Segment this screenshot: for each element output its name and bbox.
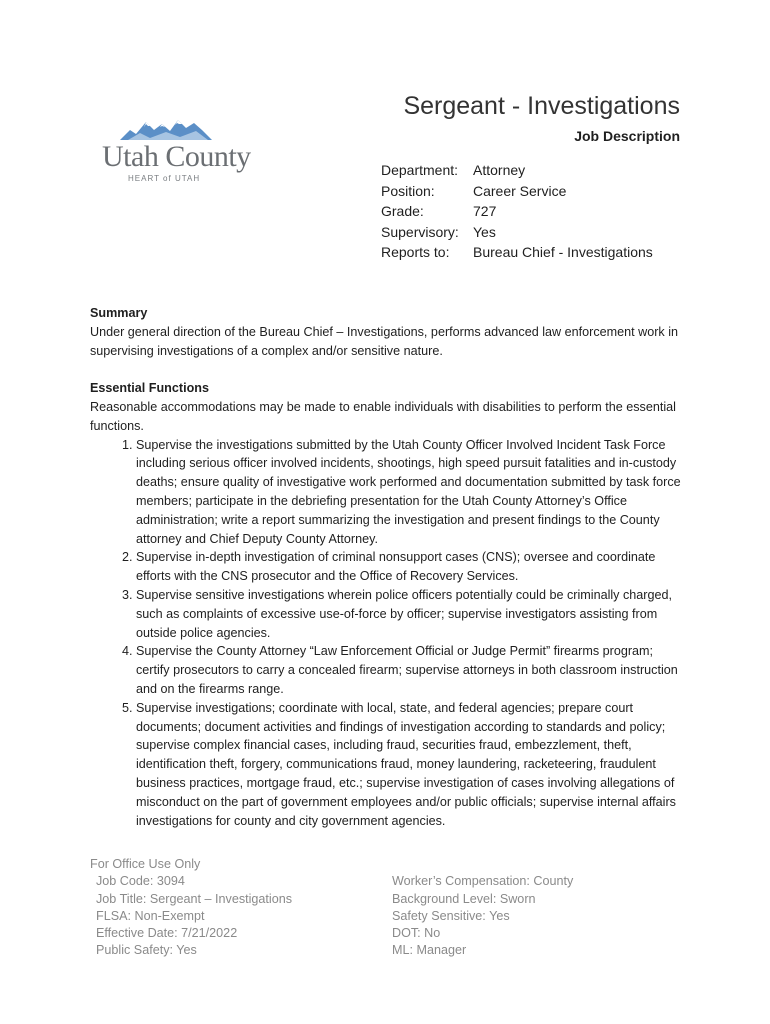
essential-functions-list: [90, 436, 690, 831]
list-item: 5. Supervise investigations; coordinate with local, state, and federal agencies; prepare court documents; document activities and findings of investigation according to standards and policy; supervise complex financial cases, including fraud, securities fraud, embezzlement, theft, identification theft, forgery, communications fraud, money laundering, racketeering, fraudulent business practices, mortgage fraud, etc.; supervise investigation of cases involving allegations of misconduct on the part of government employees and/or public officials; supervise internal affairs investigations for county and city government agencies.: [136, 699, 690, 831]
office-use-heading: For Office Use Only: [90, 857, 201, 871]
meta-row-position: Position: Career Service: [381, 182, 567, 199]
mountain-icon: [120, 118, 212, 140]
job-description-body: [90, 304, 690, 830]
list-item: 1. Supervise the investigations submitted by the Utah County Officer Involved Incident Task Force including serious officer involved incidents, shootings, high speed pursuit fatalities and in-custody deaths; ensure quality of investigative work performed and documentation submitted by task force members; participate in the debriefing presentation for the Utah County Attorney’s Office administration; write a report summarizing the investigation and present findings to the County attorney and Chief Deputy County Attorney.: [136, 436, 690, 549]
list-item: 4. Supervise the County Attorney “Law Enforcement Official or Judge Permit” firearms program; certify prosecutors to carry a concealed firearm; supervise attorneys in both classroom instruction and on the firearms range.: [136, 642, 690, 698]
office-use-section: [90, 856, 574, 958]
office-use-right-column: Worker’s Compensation: County Background Level: Sworn Safety Sensitive: Yes DOT: No ML: Manager: [392, 874, 574, 958]
job-meta: [381, 160, 653, 263]
list-item: 2. Supervise in-depth investigation of criminal nonsupport cases (CNS); oversee and coordinate efforts with the CNS prosecutor and the Office of Recovery Services.: [136, 548, 690, 586]
page-subtitle: Job Description: [574, 128, 680, 144]
page-title: Sergeant - Investigations: [403, 92, 680, 120]
essential-functions-intro: Reasonable accommodations may be made to enable individuals with disabilities to perform the essential functions.: [90, 399, 676, 433]
logo-name: Utah County: [102, 140, 251, 173]
essential-functions-heading: Essential Functions: [90, 381, 209, 396]
office-use-left-column: Job Code: 3094 Job Title: Sergeant – Investigations FLSA: Non-Exempt Effective Date: 7/21/2022 Public Safety: Yes: [96, 874, 293, 958]
meta-row-supervisory: Supervisory: Yes: [381, 223, 496, 240]
logo-tagline: HEART of UTAH: [128, 174, 201, 183]
meta-row-department: Department: Attorney: [381, 162, 526, 178]
utah-county-logo: [98, 118, 251, 188]
summary-text: Under general direction of the Bureau Chief – Investigations, performs advanced law enforcement work in supervising investigations of a complex and/or sensitive nature.: [90, 324, 679, 358]
summary-heading: Summary: [90, 306, 148, 320]
meta-row-reports-to: Reports to: Bureau Chief - Investigations: [381, 244, 653, 260]
list-item: 3. Supervise sensitive investigations wherein police officers potentially could be criminally charged, such as complaints of excessive use-of-force by officer; supervise investigators assisting from outside police agencies.: [136, 586, 690, 642]
meta-row-grade: Grade: 727: [381, 203, 497, 219]
